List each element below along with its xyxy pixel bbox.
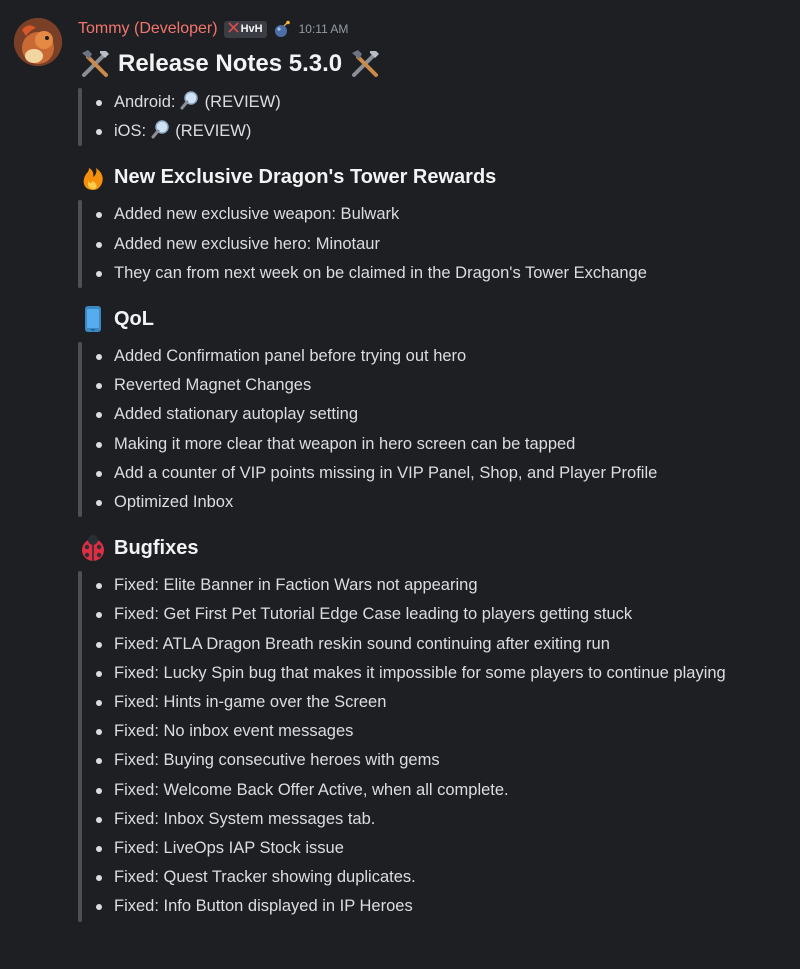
message-header [78,14,800,44]
release-title-text: Release Notes 5.3.0 [118,50,343,77]
list-item: They can from next week on be claimed in the Dragon's Tower Exchange [114,259,800,288]
section-quote [78,571,800,921]
list-item: Fixed: LiveOps IAP Stock issue [114,834,800,863]
platform-status-quote [78,88,800,146]
timestamp: 10:11 AM [298,22,349,36]
list-item: Fixed: Quest Tracker showing duplicates. [114,863,800,892]
release-title [78,44,800,84]
list-item [114,117,800,146]
platform-label: iOS: [114,122,147,141]
list-item: Making it more clear that weapon in hero screen can be tapped [114,430,800,459]
list-item: Added Confirmation panel before trying out hero [114,342,800,371]
fire-icon [78,162,108,192]
list-item: Reverted Magnet Changes [114,371,800,400]
list-item: Add a counter of VIP points missing in VIP Panel, Shop, and Player Profile [114,459,800,488]
list-item [114,88,800,117]
platform-status-list [92,88,800,146]
list-item: Optimized Inbox [114,488,800,517]
mobile-phone-icon [78,304,108,334]
section-heading [78,531,800,565]
section-list [92,200,800,288]
list-item: Added new exclusive hero: Minotaur [114,230,800,259]
platform-label: Android: [114,93,176,111]
list-item: Fixed: ATLA Dragon Breath reskin sound continuing after exiting run [114,630,800,659]
role-badge-label: HvH [240,23,263,35]
section-list [92,342,800,517]
ladybug-icon [78,533,108,563]
magnifier-icon [151,119,171,139]
section-heading [78,160,800,194]
section-dragons-tower [78,160,800,288]
list-item: Fixed: Buying consecutive heroes with gems [114,746,800,775]
section-bugfixes [78,531,800,921]
author-name[interactable]: Tommy (Developer) [78,20,218,37]
list-item: Fixed: Get First Pet Tutorial Edge Case leading to players getting stuck [114,600,800,629]
bomb-icon [273,20,291,38]
list-item: Fixed: Inbox System messages tab. [114,805,800,834]
list-item: Added new exclusive weapon: Bulwark [114,200,800,229]
platform-status: (REVIEW) [204,93,281,111]
section-list [92,571,800,921]
crossed-swords-icon [228,22,239,36]
section-quote [78,200,800,288]
list-item: Fixed: Elite Banner in Faction Wars not appearing [114,571,800,600]
section-quote [78,342,800,517]
list-item: Fixed: No inbox event messages [114,717,800,746]
avatar[interactable] [14,18,62,66]
hammer-and-wrench-icon [348,47,382,81]
section-heading-text: QoL [114,307,154,330]
hammer-and-wrench-icon [78,47,112,81]
list-item: Fixed: Welcome Back Offer Active, when all complete. [114,776,800,805]
section-qol [78,302,800,517]
section-heading [78,302,800,336]
list-item: Fixed: Lucky Spin bug that makes it impossible for some players to continue playing [114,659,800,688]
section-heading-text: New Exclusive Dragon's Tower Rewards [114,165,497,188]
role-badge[interactable] [224,21,267,38]
list-item: Fixed: Hints in-game over the Screen [114,688,800,717]
platform-status: (REVIEW) [175,122,252,141]
list-item: Added stationary autoplay setting [114,400,800,429]
list-item: Fixed: Info Button displayed in IP Heroes [114,892,800,921]
section-heading-text: Bugfixes [114,536,199,559]
magnifier-icon [180,90,200,110]
